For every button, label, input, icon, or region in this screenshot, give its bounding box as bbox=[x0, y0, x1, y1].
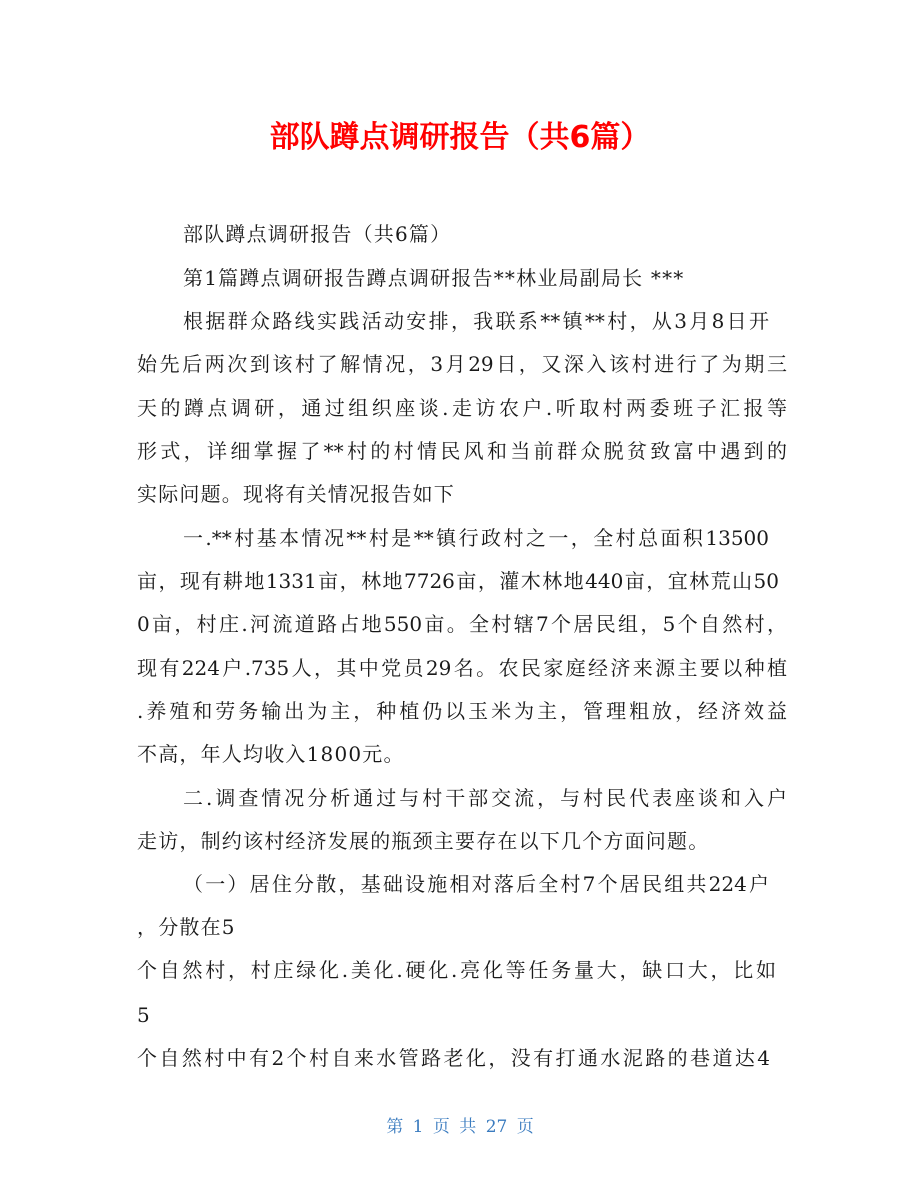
document-title: 部队蹲点调研报告（共6篇） bbox=[269, 120, 651, 155]
page-number-footer: 第 1 页 共 27 页 bbox=[386, 1117, 534, 1137]
text-line: （一）居住分散，基础设施相对落后全村7个居民组共224户 bbox=[183, 872, 769, 896]
text-line: 天的蹲点调研，通过组织座谈.走访农户.听取村两委班子汇报等 bbox=[137, 396, 787, 420]
text-line: 实际问题。现将有关情况报告如下 bbox=[137, 482, 455, 506]
text-line: 二.调查情况分析通过与村干部交流，与村民代表座谈和入户 bbox=[183, 786, 787, 810]
text-line: 第1篇蹲点调研报告蹲点调研报告**林业局副局长 *** bbox=[183, 266, 685, 290]
text-line: 亩，现有耕地1331亩，林地7726亩，灌木林地440亩，宜林荒山50 bbox=[137, 569, 779, 593]
text-line: 部队蹲点调研报告（共6篇） bbox=[183, 222, 452, 246]
text-line: 形式，详细掌握了**村的村情民风和当前群众脱贫致富中遇到的 bbox=[137, 439, 787, 463]
text-line: .养殖和劳务输出为主，种植仍以玉米为主，管理粗放，经济效益 bbox=[137, 699, 787, 723]
text-line: 个自然村中有2个村自来水管路老化，没有打通水泥路的巷道达4 bbox=[137, 1046, 770, 1070]
text-line: 一.**村基本情况**村是**镇行政村之一，全村总面积13500 bbox=[183, 526, 769, 550]
text-line: 0亩，村庄.河流道路占地550亩。全村辖7个居民组，5个自然村， bbox=[137, 612, 787, 636]
text-line: 现有224户.735人，其中党员29名。农民家庭经济来源主要以种植 bbox=[137, 656, 787, 680]
text-line: 始先后两次到该村了解情况，3月29日，又深入该村进行了为期三 bbox=[137, 352, 787, 376]
text-line: ，分散在5 bbox=[137, 915, 236, 939]
text-line: 5 bbox=[137, 1003, 151, 1027]
text-line: 不高，年人均收入1800元。 bbox=[137, 742, 405, 766]
text-line: 个自然村，村庄绿化.美化.硬化.亮化等任务量大，缺口大，比如 bbox=[137, 958, 776, 982]
text-line: 根据群众路线实践活动安排，我联系**镇**村，从3月8日开 bbox=[183, 309, 769, 333]
text-line: 走访，制约该村经济发展的瓶颈主要存在以下几个方面问题。 bbox=[137, 829, 710, 853]
